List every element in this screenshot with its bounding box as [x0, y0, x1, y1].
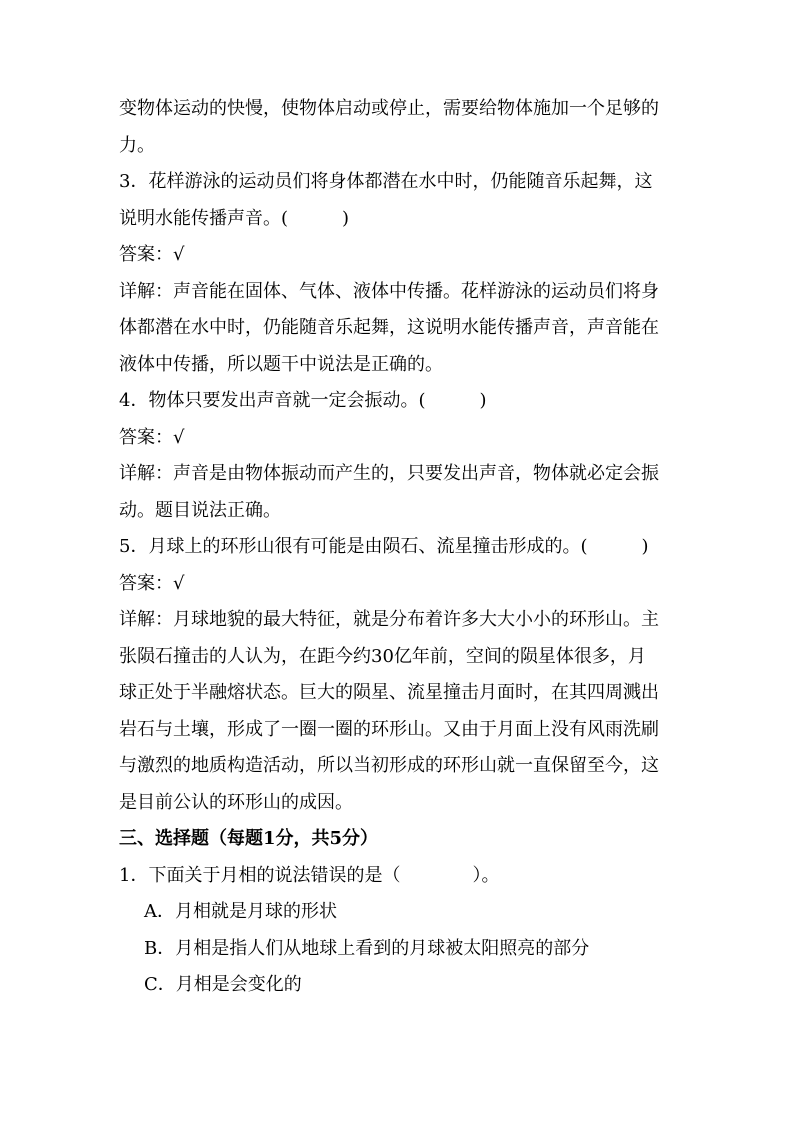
text-line: 体都潜在水中时，仍能随音乐起舞，这说明水能传播声音，声音能在 [119, 317, 659, 338]
option-b: B．月相是指人们从地球上看到的月球被太阳照亮的部分 [144, 937, 590, 959]
answer-5: 答案：√ [119, 572, 185, 594]
question-4: 4．物体只要发出声音就一定会振动。( ) [119, 390, 487, 411]
option-c: C．月相是会变化的 [144, 974, 302, 995]
explanation-5: 详解：月球地貌的最大特征，就是分布着许多大大小小的环形山。主 [119, 609, 659, 630]
text-line: 岩石与土壤，形成了一圈一圈的环形山。又由于月面上没有风雨洗刷 [119, 718, 659, 740]
question-5: 5．月球上的环形山很有可能是由陨石、流星撞击形成的。( ) [119, 536, 649, 557]
text-line: 与激烈的地质构造活动，所以当初形成的环形山就一直保留至今，这 [119, 755, 659, 776]
text-line: 说明水能传播声音。( ) [119, 207, 350, 229]
document-body [119, 91, 689, 1004]
section-heading: 三、选择题（每题1分，共5分） [119, 828, 379, 849]
text-line: 是目前公认的环形山的成因。 [119, 791, 353, 813]
text-line: 变物体运动的快慢，使物体启动或停止，需要给物体施加一个足够的 [119, 98, 659, 119]
question-3: 3．花样游泳的运动员们将身体都潜在水中时，仍能随音乐起舞，这 [119, 171, 653, 192]
answer-3: 答案：√ [119, 244, 185, 265]
text-line: 张陨石撞击的人认为，在距今约30亿年前，空间的陨星体很多，月 [119, 645, 646, 667]
option-a: A．月相就是月球的形状 [144, 901, 337, 922]
explanation-4: 详解：声音是由物体振动而产生的，只要发出声音，物体就必定会振 [119, 463, 659, 484]
answer-4: 答案：√ [119, 426, 185, 448]
choice-question-1: 1．下面关于月相的说法错误的是（ ）。 [119, 864, 500, 886]
explanation-3: 详解：声音能在固体、气体、液体中传播。花样游泳的运动员们将身 [119, 280, 659, 302]
text-line: 球正处于半融熔状态。巨大的陨星、流星撞击月面时，在其四周溅出 [119, 682, 659, 703]
text-line: 液体中传播，所以题干中说法是正确的。 [119, 353, 443, 375]
text-line: 力。 [119, 134, 155, 156]
text-line: 动。题目说法正确。 [119, 499, 281, 521]
